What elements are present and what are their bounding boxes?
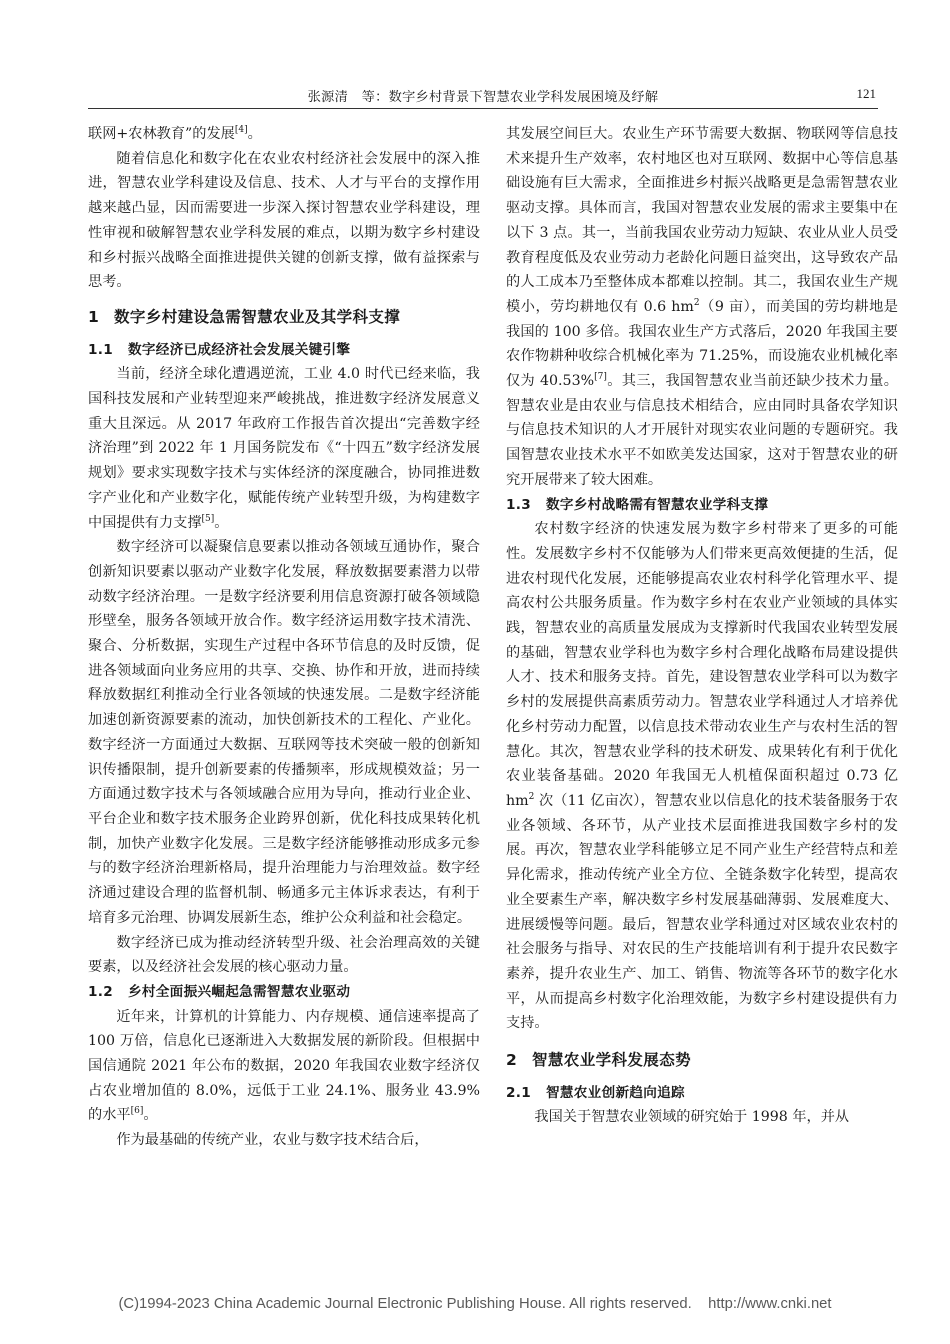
paragraph-continued: 联网+农林教育”的发展[4]。 xyxy=(88,125,262,142)
citation-ref[interactable]: [4] xyxy=(234,125,248,135)
paragraph: 数字经济可以凝聚信息要素以推动各领域互通协作，聚合创新知识要素以驱动产业数字化发展，释放数据要素潜力以带动数字经济治理。一是数字经济要利用信息资源打破各领域隐形壁垒，服务各领域开放合作。数字经济运用数字技术清洗、聚合、分析数据，实现生产过程中各环节信息的及时反馈，促进各领域面向业务应用的共享、交换、协作和开放，进而持续释放数据红利推动全行业各领域的快速发展。二是数字经济能加速创新资源要素的流动，加快创新技术的工程化、产业化。数字经济一方面通过大数据、互联网等技术突破一般的创新知识传播限制，提升创新要素的传播频率，形成规模效益；另一方面通过数字技术与各领域融合应用为导向，推动行业企业、平台企业和数字技术服务企业跨界创新，优化科技成果转化机制，加快产业数字化发展。三是数字经济能够推动形成多元参与的数字经济治理新格局，提升治理能力与治理效益。数字经济通过建设合理的监督机制、畅通多元主体诉求表达，有利于培育多元治理、协调发展新生态，维护公众利益和社会稳定。 xyxy=(88,539,480,926)
paragraph-continued: 其发展空间巨大。农业生产环节需要大数据、物联网等信息技术来提升生产效率，农村地区也对互联网、数据中心等信息基础设施有巨大需求，全面推进乡村振兴战略更是急需智慧农业驱动支撑。具体而言，我国对智慧农业发展的需求主要集中在以下 3 点。其一，当前我国农业劳动力短缺、农业从业人员受教育程度低及农业劳动力老龄化问题日益突出，这导致农产品的人工成本乃至整体成本都难以控制。其二，我国农业生产规模小，劳均耕地仅有 0.6 $hm^2(9$ 亩），而美国的劳均耕地是我国的 100 多倍。我国农业生产方式落后，2020 年我国主要农作物耕种收综合机械化率为 71.25%，而设施农业机械化率仅为 40.53%[7]。其三，我国智慧农业当前还缺少技术力量。智慧农业是由农业与信息技术相结合，应由同时具备农学知识与信息技术知识的人才开展针对现实农业问题的专题研究。我国智慧农业技术水平不如欧美发达国家，这对于智慧农业的研究开展带来了较大困难。 xyxy=(506,126,898,488)
paragraph: 我国关于智慧农业领域的研究始于 1998 年，并从 xyxy=(534,1109,850,1126)
running-title: 张源清 等：数字乡村背景下智慧农业学科发展困境及纾解 xyxy=(307,90,659,105)
paragraph: 当前，经济全球化遭遇逆流，工业 4.0 时代已经来临，我国科技发展和产业转型迎来严峻挑战，推进数字经济发展意义重大且深远。从 2017 年政府工作报告首次提出“完善数字经济治理”到 2022 年 1 月国务院发布《“十四五”数字经济发展规划》要求实现数字技术与实体经济的深度融合，协同推进数字产业化和产业数字化，赋能传统产业转型升级，为构建数字中国提供有力支撑[5]。 xyxy=(88,366,480,531)
citation-ref[interactable]: [5] xyxy=(201,513,215,524)
citation-ref[interactable]: [7] xyxy=(594,372,607,383)
section-heading-1-1: 1.1 数字经济已成经济社会发展关键引擎 xyxy=(88,341,351,358)
paragraph: 近年来，计算机的计算能力、内存规模、通信速率提高了 100 万倍，信息化已逐渐进入大数据发展的新阶段。但根据中国信通院 2021 年公布的数据，2020 年我国农业数字经济仅占农业增加值的 8.0%，远低于工业 24.1%、服务业 43.9% 的水平[6]。 xyxy=(88,1008,480,1124)
paragraph: 作为最基础的传统产业，农业与数字技术结合后， xyxy=(116,1132,429,1149)
section-heading-2: 2 智慧农业学科发展态势 xyxy=(506,1051,692,1070)
section-heading-1-3: 1.3 数字乡村战略需有智慧农业学科支撑 xyxy=(506,496,769,513)
copyright-footer: (C)1994-2023 China Academic Journal Electronic Publishing House. All rights reserved. http://www.cnki.net xyxy=(118,1296,832,1312)
paragraph: 数字经济已成为推动经济转型升级、社会治理高效的关键要素，以及经济社会发展的核心驱动力量。 xyxy=(88,934,480,976)
section-heading-1-2: 1.2 乡村全面振兴崛起急需智慧农业驱动 xyxy=(88,983,351,1000)
citation-ref[interactable]: [6] xyxy=(130,1106,144,1117)
running-header xyxy=(88,84,878,109)
right-column xyxy=(506,122,898,1130)
page-number: 121 xyxy=(856,86,876,101)
paragraph: 随着信息化和数字化在农业农村经济社会发展中的深入推进，智慧农业学科建设及信息、技术、人才与平台的支撑作用越来越凸显，因而需要进一步深入探讨智慧农业学科建设，理性审视和破解智慧农业学科发展的难点，以期为数字乡村建设和乡村振兴战略全面推进提供关键的创新支撑，做有益探索与思考。 xyxy=(88,150,480,291)
paragraph: 农村数字经济的快速发展为数字乡村带来了更多的可能性。发展数字乡村不仅能够为人们带来更高效便捷的生活，促进农村现代化发展，还能够提高农业农村科学化管理水平、提高农村公共服务质量。作为数字乡村在农业产业领域的具体实践，智慧农业的高质量发展成为支撑新时代我国农业转型发展的基础，智慧农业学科也为数字乡村合理化战略布局建设提供人才、技术和服务支持。首先，建设智慧农业学科可以为数字乡村的发展提供高素质劳动力。智慧农业学科通过人才培养优化乡村劳动力配置，以信息技术带动农业生产与农村生活的智慧化。其次，智慧农业学科的技术研发、成果转化有利于优化农业装备基础。2020 年我国无人机植保面积超过 0.73 亿 $hm^2$ 次（11 亿亩次），智慧农业以信息化的技术装备服务于农业各领域、各环节，从产业技术层面推进我国数字乡村的发展。再次，智慧农业学科能够立足不同产业生产经营特点和差异化需求，推动传统产业全方位、全链条数字化转型，提高农业全要素生产率，解决数字乡村发展基础薄弱、发展难度大、进展缓慢等问题。最后，智慧农业学科通过对区域农业农村的社会服务与指导、对农民的生产技能培训有利于提升农民数字素养，提升农业生产、加工、销售、物流等各环节的数字化水平，从而提高乡村数字化治理效能，为数字乡村建设提供有力支持。 xyxy=(506,521,898,1032)
section-heading-2-1: 2.1 智慧农业创新趋向追踪 xyxy=(506,1084,685,1101)
left-column xyxy=(88,122,480,1153)
section-heading-1: 1 数字乡村建设急需智慧农业及其学科支撑 xyxy=(88,307,401,326)
